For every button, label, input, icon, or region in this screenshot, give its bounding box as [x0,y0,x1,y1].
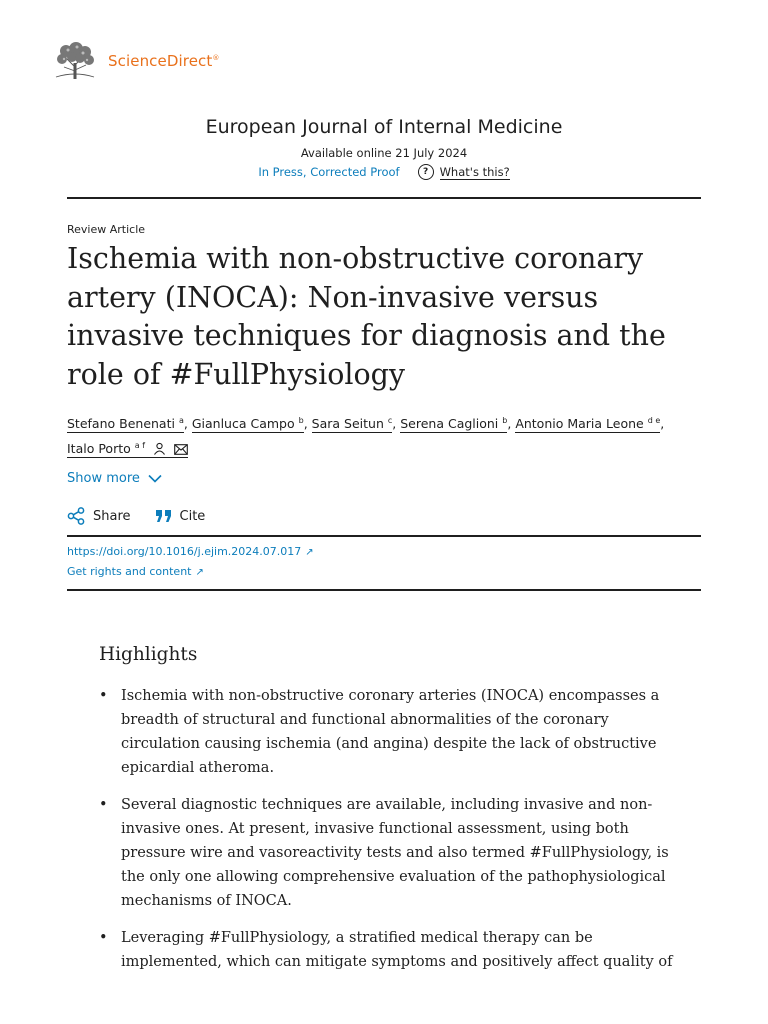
author-affiliation: a f [134,441,146,451]
show-more-label: Show more [67,471,140,486]
doi-link[interactable] [67,545,314,558]
person-icon [153,442,166,455]
author-affiliation: a [178,416,184,425]
author-separator: , [392,416,397,432]
author-link[interactable] [192,416,304,433]
external-link-icon: ↗ [305,547,314,558]
highlight-item: • Ischemia with non-obstructive coronary arteries (INOCA) encompasses a breadth of structural and functional abnormalities of the coronary circulation causing ischemia (and angina) despite the lack of obstructive epicardial atheroma. [99,684,679,780]
author-link[interactable] [312,416,393,433]
author-list [67,410,707,460]
elsevier-tree-icon[interactable] [52,41,98,81]
registered-mark: ® [212,54,220,62]
highlights-list [99,684,679,987]
header-divider [67,197,701,199]
article-status-line [0,164,768,180]
author-separator: , [507,416,512,432]
links-divider [67,589,701,591]
doi-text: https://doi.org/10.1016/j.ejim.2024.07.017 [67,545,302,558]
share-button[interactable] [67,507,131,525]
author-link[interactable] [67,416,184,433]
author-separator: , [660,416,665,432]
brand-name: ScienceDirect [108,52,213,70]
author-name: Antonio Maria Leone [515,416,644,432]
author-link[interactable] [515,416,660,433]
chevron-down-icon [148,474,162,483]
highlight-item: • Several diagnostic techniques are available, including invasive and non-invasive ones. At present, invasive functional assessment, using both pressure wire and vasoreactivity tests and also termed #FullPhysiology, is the only one allowing comprehensive evaluation of the pathophysiological mechanisms of INOCA. [99,793,679,913]
show-more-button[interactable] [67,471,162,486]
actions-divider [67,535,701,537]
highlights-heading: Highlights [99,644,198,665]
envelope-icon [174,444,188,455]
question-circle-icon: ? [418,164,434,180]
whats-this-label: What's this? [439,164,510,179]
share-label: Share [93,508,131,524]
in-press-status: In Press, Corrected Proof [258,165,400,179]
journal-title[interactable] [0,116,768,138]
article-title: Ischemia with non-obstructive coronary artery (INOCA): Non-invasive versus invasive techniques for diagnosis and the role of #FullPhysiology [67,242,666,391]
article-actions [67,507,229,525]
author-name: Sara Seitun [311,416,384,432]
article-type: Review Article [67,223,146,236]
rights-link[interactable] [67,565,204,578]
journal-title-text[interactable]: European Journal of Internal Medicine [205,116,563,138]
author-separator: , [303,416,308,432]
rights-text: Get rights and content [67,565,192,578]
share-icon [67,507,85,525]
highlight-item: • Leveraging #FullPhysiology, a stratified medical therapy can be implemented, which can mitigate symptoms and positively affect quality of [99,926,679,974]
cite-label: Cite [179,508,206,524]
author-link-corresponding[interactable] [67,441,188,458]
author-name: Italo Porto [67,441,131,457]
cite-button[interactable] [155,509,206,524]
author-link[interactable] [400,416,507,433]
author-affiliation: b [502,416,508,425]
author-separator: , [183,416,188,432]
quote-icon [155,509,172,523]
author-affiliation: b [298,416,304,425]
sciencedirect-logo[interactable] [108,52,219,70]
available-online: Available online 21 July 2024 [300,146,468,160]
external-link-icon: ↗ [195,567,204,578]
site-header [52,40,219,82]
author-name: Serena Caglioni [400,416,499,432]
author-affiliation: d e [647,416,661,425]
author-affiliation: c [387,416,393,425]
whats-this-button[interactable] [418,164,510,180]
author-name: Gianluca Campo [191,416,295,432]
author-name: Stefano Benenati [67,416,175,432]
